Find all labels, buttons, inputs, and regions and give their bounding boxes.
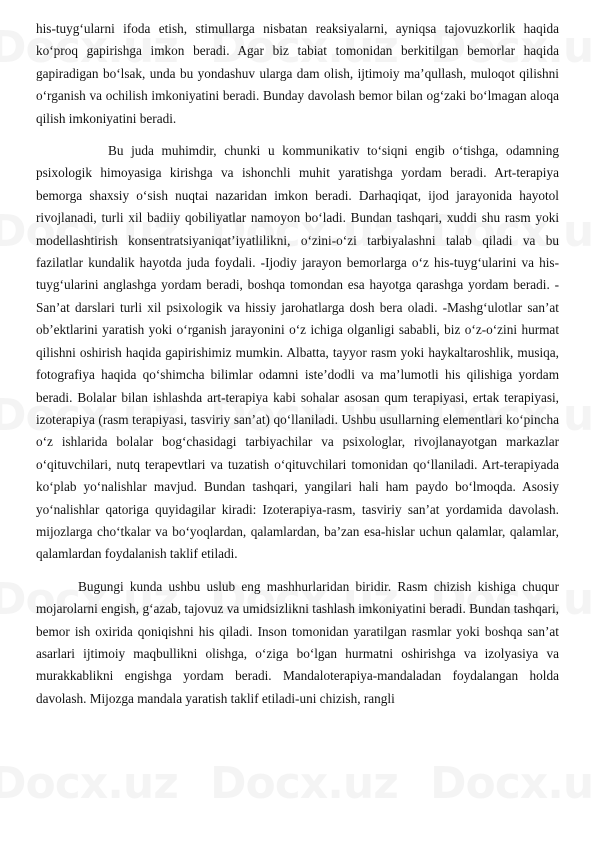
paragraph: his-tuyg‘ularni ifoda etish, stimullarga nisbatan reaksiyalarni, ayniqsa tajovuzkorlik haqida ko‘proq gapirishga imkon beradi. Agar biz tabiat tomonidan berkitilgan bemorlar haqida gapiradigan bo‘lsak, unda bu yondashuv ularga dam olish, ijtimoiy ma’qullash, muloqot qilishni o‘rganish va ochilish imkoniyatini beradi. Bunday davolash bemor bilan og‘zaki bo‘lmagan aloqa qilish imkoniyatini beradi.	[36, 21, 559, 126]
paragraph: Bu juda muhimdir, chunki u kommunikativ to‘siqni engib o‘tishga, odamning psixologik himoyasiga kirishga va ishonchli muhit yaratishga yordam beradi. Art-terapiya bemorga shaxsiy o‘sish nuqtai nazaridan imkon beradi. Darhaqiqat, ijod jarayonida hayotol rivojlanadi, turli xil badiiy qobiliyatlar namoyon bo‘ladi. Bundan tashqari, xuddi shu rasm yoki modellashtirish konsentratsiyaniqat’iyatlilikni, o‘zini-o‘zi tarbiyalashni talab qiladi va bu fazilatlar kundalik hayotda juda foydali. -Ijodiy jarayon bemorlarga o‘z his-tuyg‘ularini va his-tuyg‘ularini anglashga yordam beradi, boshqa tomondan esa hayotga qarashga yordam beradi. -San’at darslari turli xil psixologik va hissiy jarohatlarga dosh bera oladi. -Mashg‘ulotlar san’at ob’ektlarini yaratish yoki o‘rganish jarayonini o‘z ichiga olganligi sababli, biz o‘z-o‘zini hurmat qilishni oshirish haqida gapirishimiz mumkin. Albatta, tayyor rasm yoki haykaltaroshlik, musiqa, fotografiya haqida qo‘shimcha bilimlar odamni iste’dodli va ma’lumotli his qilishiga yordam beradi. Bolalar bilan ishlashda art-terapiya kabi sohalar asosan qum terapiyasi, ertak terapiyasi, izoterapiya (rasm terapiyasi, tasviriy san’at) qo‘llaniladi. Ushbu usullarning elementlari ko‘pincha o‘z ishlarida bolalar bog‘chasidagi tarbiyachilar va psixologlar, rivojlanayotgan markazlar o‘qituvchilari, nutq terapevtlari va tuzatish o‘qituvchilari tomonidan qo‘llaniladi. Art-terapiyada ko‘plab yo‘nalishlar mavjud. Bundan tashqari, yangilari hali ham paydo bo‘lmoqda. Asosiy yo‘nalishlar qatoriga quyidagilar kiradi: Izoterapiya-rasm, tasviriy san’at yordamida davolash. mijozlarga cho‘tkalar va bo‘yoqlardan, qalamlardan, ba’zan esa-hislar uchun qalamlar, qalamlar, qalamlardan foydalanish taklif etiladi.	[36, 143, 559, 562]
document-body	[36, 18, 559, 710]
watermark	[0, 758, 178, 809]
watermark	[210, 758, 398, 809]
paragraph: Bugungi kunda ushbu uslub eng mashhurlaridan biridir. Rasm chizish kishiga chuqur mojarolarni engish, g‘azab, tajovuz va umidsizlikni tashlash imkoniyatini beradi. Bundan tashqari, bemor ish oxirida qoniqishni his qiladi. Inson tomonidan yaratilgan rasmlar yoki boshqa san’at asarlari ijtimoiy maqbullikni olishga, o‘ziga bo‘lgan hurmatni oshirishga va izolyasiya va murakkablikni engishga yordam beradi. Mandaloterapiya-mandaladan foydalangan holda davolash. Mijozga mandala yaratish taklif etiladi-uni chizish, rangli	[36, 578, 559, 706]
watermark	[430, 758, 595, 809]
